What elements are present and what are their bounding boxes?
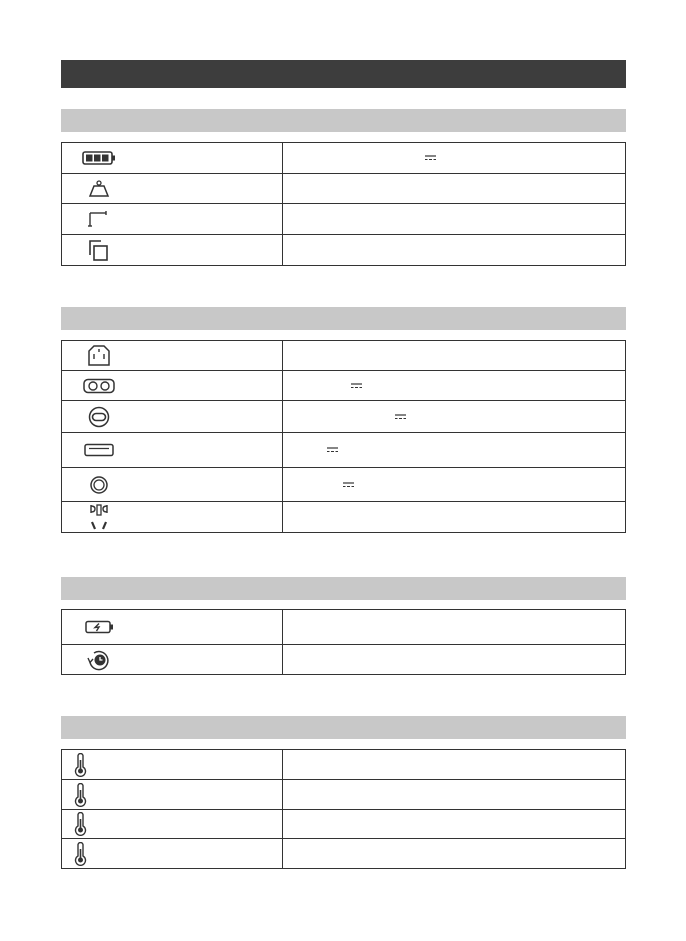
table-row: [62, 502, 626, 533]
dc5521-port-icon: [82, 474, 116, 496]
weight-icon: [82, 180, 116, 198]
dc-symbol-icon: [395, 414, 406, 420]
section-heading-bar: [61, 716, 626, 739]
usb-c-port-icon: [82, 406, 116, 428]
dimensions-icon: [82, 210, 116, 228]
spec-table-output: [61, 340, 626, 533]
dc-symbol-icon: [343, 482, 354, 488]
thermometer-icon: [72, 753, 88, 777]
table-row: [62, 433, 626, 468]
thermometer-icon: [72, 812, 88, 836]
table-row: [62, 235, 626, 266]
spec-table-general: [61, 142, 626, 266]
usb-a-port-icon: [82, 443, 116, 457]
table-row: [62, 750, 626, 780]
section-heading-bar: [61, 307, 626, 330]
dc-symbol-icon: [327, 447, 338, 453]
spec-table-temperature: [61, 749, 626, 869]
table-row: [62, 143, 626, 174]
car-dc-port-icon: [82, 378, 116, 394]
table-row: [62, 401, 626, 433]
dc-symbol-icon: [351, 383, 362, 389]
table-row: [62, 371, 626, 401]
multi-plug-icon: [82, 503, 116, 531]
battery-full-icon: [82, 151, 116, 165]
table-row: [62, 839, 626, 869]
table-row: [62, 780, 626, 810]
battery-charging-icon: [82, 620, 116, 634]
spec-table-battery: [61, 609, 626, 675]
page-title-bar: [61, 60, 626, 88]
table-row: [62, 174, 626, 204]
dc-symbol-icon: [425, 155, 436, 161]
ac-outlet-icon: [82, 345, 116, 367]
cycle-life-icon: [82, 648, 116, 672]
thermometer-icon: [72, 842, 88, 866]
thermometer-icon: [72, 783, 88, 807]
table-row: [62, 645, 626, 675]
table-row: [62, 341, 626, 371]
table-row: [62, 204, 626, 235]
section-heading-bar: [61, 109, 626, 132]
copy-icon: [82, 239, 116, 261]
table-row: [62, 468, 626, 502]
section-heading-bar: [61, 577, 626, 600]
table-row: [62, 610, 626, 645]
table-row: [62, 810, 626, 839]
